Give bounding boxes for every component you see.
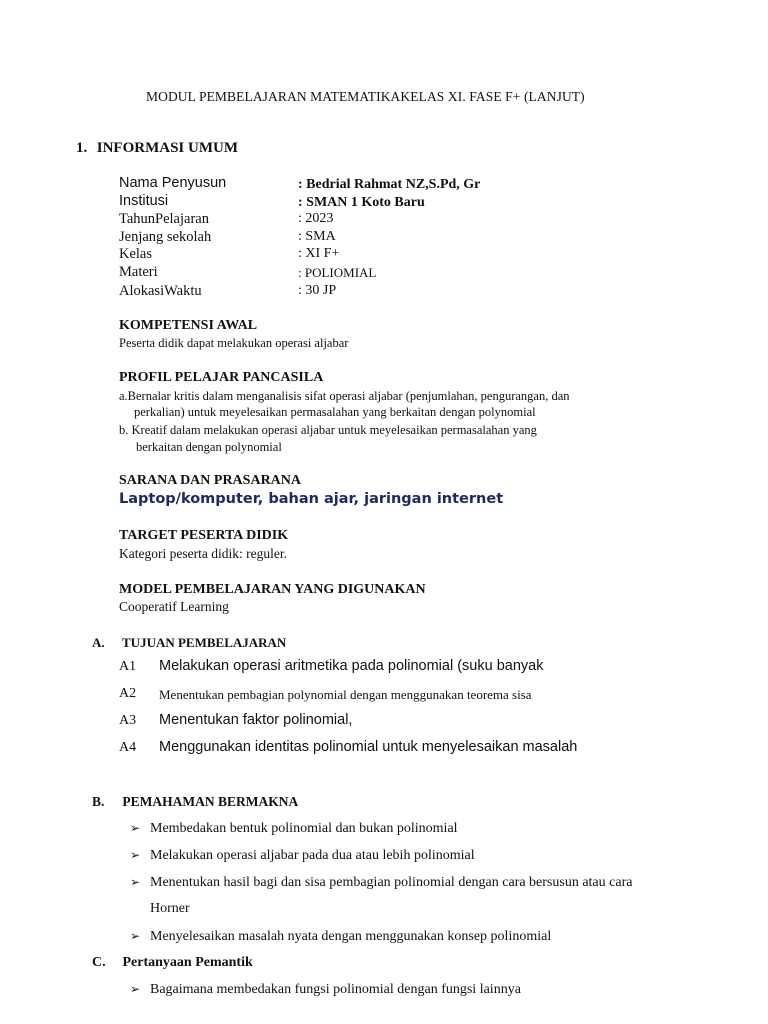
arrow-bullet-icon: ➢ — [130, 929, 141, 943]
profil-line: berkaitan dengan polynomial — [136, 440, 282, 454]
document-title: MODUL PEMBELAJARAN MATEMATIKAKELAS XI. FASE F+ (LANJUT) — [146, 89, 585, 104]
heading-letter: A. — [92, 635, 105, 650]
info-value-tahun-pelajaran: : 2023 — [298, 211, 334, 226]
pemahaman-text: Menyelesaikan masalah nyata dengan menggunakan konsep polinomial — [150, 929, 552, 944]
tujuan-item: Menentukan faktor polinomial, — [159, 712, 353, 728]
heading-pertanyaan — [92, 955, 253, 971]
heading-letter: C. — [92, 955, 106, 970]
arrow-bullet-icon: ➢ — [130, 875, 141, 889]
target-text: Kategori peserta didik: reguler. — [119, 546, 287, 561]
pemahaman-text: Melakukan operasi aljabar pada dua atau lebih polinomial — [150, 848, 475, 863]
model-text: Cooperatif Learning — [119, 599, 229, 614]
info-value-institusi: : SMAN 1 Koto Baru — [298, 195, 425, 210]
pemahaman-text: Membedakan bentuk polinomial dan bukan polinomial — [150, 821, 458, 836]
heading-sarana: SARANA DAN PRASARANA — [119, 473, 302, 488]
info-label-nama-penyusun: Nama Penyusun — [119, 175, 227, 191]
pemahaman-continuation: Horner — [150, 901, 190, 916]
pemahaman-text: Menentukan hasil bagi dan sisa pembagian polinomial dengan cara bersusun atau cara — [150, 875, 633, 890]
pertanyaan-item — [130, 982, 521, 998]
section-heading-informasi-umum — [76, 140, 238, 157]
info-label-kelas: Kelas — [119, 246, 153, 262]
section-title: INFORMASI UMUM — [96, 140, 238, 156]
tujuan-code: A4 — [119, 740, 137, 755]
heading-tujuan — [92, 635, 286, 651]
profil-line: perkalian) untuk meyelesaikan permasalahan yang berkaitan dengan polynomial — [134, 405, 536, 419]
info-value-nama-penyusun: : Bedrial Rahmat NZ,S.Pd, Gr — [298, 177, 481, 192]
kompetensi-text: Peserta didik dapat melakukan operasi aljabar — [119, 336, 349, 350]
arrow-bullet-icon: ➢ — [130, 848, 141, 862]
info-label-tahun-pelajaran: TahunPelajaran — [119, 211, 209, 227]
tujuan-code: A3 — [119, 713, 137, 728]
info-label-materi: Materi — [119, 264, 158, 280]
profil-line: a.Bernalar kritis dalam menganalisis sifat operasi aljabar (penjumlahan, pengurangan, dan — [119, 389, 570, 403]
tujuan-code: A2 — [119, 686, 137, 701]
heading-model: MODEL PEMBELAJARAN YANG DIGUNAKAN — [119, 582, 426, 597]
arrow-bullet-icon: ➢ — [130, 821, 141, 835]
tujuan-code: A1 — [119, 659, 137, 674]
pemahaman-item — [130, 821, 458, 837]
info-value-jenjang-sekolah: : SMA — [298, 229, 336, 244]
arrow-bullet-icon: ➢ — [130, 982, 141, 996]
profil-line: b. Kreatif dalam melakukan operasi aljabar untuk meyelesaikan permasalahan yang — [119, 423, 537, 437]
heading-pemahaman — [92, 794, 298, 810]
heading-profil-pelajar: PROFIL PELAJAR PANCASILA — [119, 370, 324, 385]
heading-text: TUJUAN PEMBELAJARAN — [122, 635, 287, 650]
pemahaman-item — [130, 875, 632, 891]
heading-letter: B. — [92, 794, 105, 809]
info-label-alokasi-waktu: AlokasiWaktu — [119, 283, 202, 299]
heading-target: TARGET PESERTA DIDIK — [119, 528, 289, 543]
pertanyaan-text: Bagaimana membedakan fungsi polinomial dengan fungsi lainnya — [150, 982, 521, 997]
tujuan-item: Menentukan pembagian polynomial dengan menggunakan teorema sisa — [159, 687, 532, 702]
heading-text: Pertanyaan Pemantik — [122, 955, 253, 970]
info-label-institusi: Institusi — [119, 193, 169, 209]
info-value-alokasi-waktu: : 30 JP — [298, 283, 337, 298]
info-value-materi: : POLIOMIAL — [298, 265, 377, 280]
tujuan-item: Melakukan operasi aritmetika pada polinomial (suku banyak — [159, 658, 544, 674]
heading-text: PEMAHAMAN BERMAKNA — [122, 794, 299, 809]
pemahaman-item — [130, 929, 551, 945]
info-label-jenjang-sekolah: Jenjang sekolah — [119, 229, 212, 245]
pemahaman-item — [130, 848, 475, 864]
section-number: 1. — [76, 140, 88, 156]
tujuan-item: Menggunakan identitas polinomial untuk menyelesaikan masalah — [159, 739, 578, 755]
heading-kompetensi-awal: KOMPETENSI AWAL — [119, 318, 258, 333]
info-value-kelas: : XI F+ — [298, 246, 340, 261]
sarana-text: Laptop/komputer, bahan ajar, jaringan internet — [119, 491, 504, 507]
